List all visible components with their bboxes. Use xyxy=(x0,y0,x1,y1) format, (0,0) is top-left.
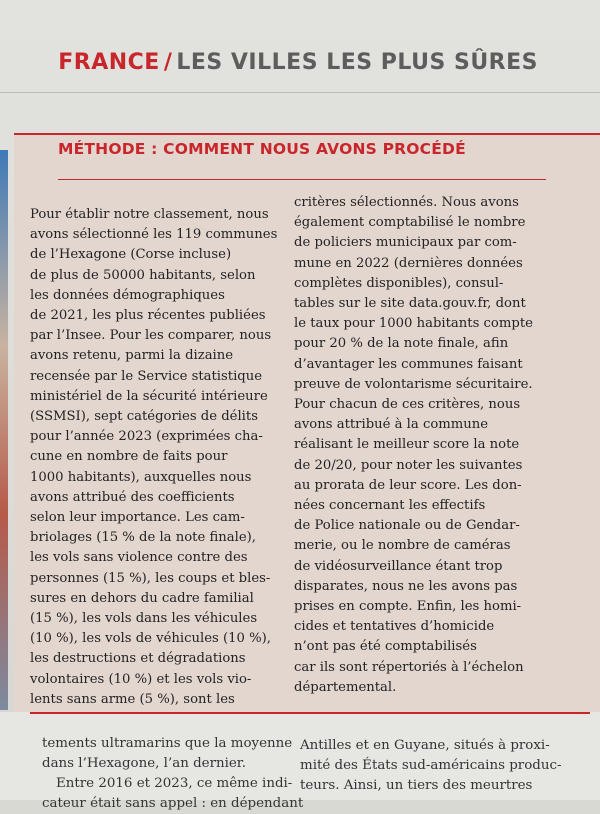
text-line: complètes disponibles), consul- xyxy=(294,275,504,291)
text-line: de policiers municipaux par com- xyxy=(294,235,517,251)
text-line: de vidéosurveillance étant trop xyxy=(294,558,503,574)
text-line: au prorata de leur score. Les don- xyxy=(294,477,522,493)
text-line: de l’Hexagone (Corse incluse) xyxy=(30,247,232,263)
text-line: (15 %), les vols dans les véhicules xyxy=(30,611,258,627)
text-line: pour 20 % de la note finale, afin xyxy=(294,336,509,352)
text-line: (10 %), les vols de véhicules (10 %), xyxy=(30,631,271,647)
text-line: également comptabilisé le nombre xyxy=(294,215,526,231)
text-line: par l’Insee. Pour les comparer, nous xyxy=(30,328,272,344)
text-line: de plus de 50000 habitants, selon xyxy=(30,267,256,283)
text-line: briolages (15 % de la note finale), xyxy=(30,530,256,546)
method-title: MÉTHODE : COMMENT NOUS AVONS PROCÉDÉ xyxy=(58,140,466,158)
text-line: critères sélectionnés. Nous avons xyxy=(294,195,519,210)
text-line: cateur était sans appel : en dépendant xyxy=(42,796,304,811)
text-line: d’avantager les communes faisant xyxy=(294,356,523,372)
text-line: dans l’Hexagone, l’an dernier. xyxy=(42,756,246,771)
method-title-underline xyxy=(58,179,546,180)
text-line: avons retenu, parmi la dizaine xyxy=(30,348,234,364)
article-column-left xyxy=(42,734,303,814)
text-line: merie, ou le nombre de caméras xyxy=(294,538,511,554)
text-line: sures en dehors du cadre familial xyxy=(30,590,254,606)
text-line: Entre 2016 et 2023, ce même indi- xyxy=(56,776,293,791)
text-line: ministériel de la sécurité intérieure xyxy=(30,388,268,404)
text-line: de Police nationale ou de Gendar- xyxy=(294,518,520,534)
text-line: de 2021, les plus récentes publiées xyxy=(30,308,266,324)
text-line: avons attribué des coefficients xyxy=(30,489,235,505)
text-line: selon leur importance. Les cam- xyxy=(30,510,245,526)
text-line: le taux pour 1000 habitants compte xyxy=(294,316,533,332)
text-line: lents sans arme (5 %), sont les xyxy=(30,691,235,707)
text-line: mune en 2022 (dernières données xyxy=(294,255,523,271)
text-line: mité des États sud-américains produc- xyxy=(300,758,562,773)
text-line: pour l’année 2023 (exprimées cha- xyxy=(30,429,263,445)
photo-edge-strip xyxy=(0,150,8,710)
page-header xyxy=(58,50,538,75)
article-body xyxy=(0,712,600,811)
text-line: preuve de volontarisme sécuritaire. xyxy=(294,376,533,392)
method-column-right xyxy=(294,193,533,698)
text-line: 1000 habitants), auxquelles nous xyxy=(30,469,252,485)
text-line: tables sur le site data.gouv.fr, dont xyxy=(294,296,526,312)
text-line: les destructions et dégradations xyxy=(30,651,246,667)
text-line: de 20/20, pour noter les suivantes xyxy=(294,457,523,473)
method-column-left xyxy=(30,205,277,710)
text-line: les vols sans violence contre des xyxy=(30,550,248,566)
section-label: FRANCE xyxy=(58,50,160,75)
text-line: réalisant le meilleur score la note xyxy=(294,437,520,453)
text-line: Pour chacun de ces critères, nous xyxy=(294,397,521,413)
header-divider xyxy=(0,92,600,93)
text-line: Pour établir notre classement, nous xyxy=(30,207,269,222)
text-line: avons attribué à la commune xyxy=(294,417,489,433)
text-line: cides et tentatives d’homicide xyxy=(294,619,495,635)
text-line: personnes (15 %), les coups et bles- xyxy=(30,570,271,586)
text-line: nées concernant les effectifs xyxy=(294,498,486,514)
text-line: prises en compte. Enfin, les homi- xyxy=(294,599,522,615)
text-line: teurs. Ainsi, un tiers des meurtres xyxy=(300,778,533,793)
text-line: (SSMSI), sept catégories de délits xyxy=(30,409,258,425)
text-line: cune en nombre de faits pour xyxy=(30,449,228,465)
text-line: volontaires (10 %) et les vols vio- xyxy=(30,671,252,687)
text-line: tements ultramarins que la moyenne xyxy=(42,736,293,751)
text-line: n’ont pas été comptabilisés xyxy=(294,639,477,655)
text-line: avons sélectionné les 119 communes xyxy=(30,227,278,243)
article-column-right xyxy=(300,736,561,796)
text-line: les données démographiques xyxy=(30,287,225,303)
box-bottom-rule xyxy=(30,712,590,714)
text-line: départemental. xyxy=(294,679,397,695)
header-separator: / xyxy=(163,50,173,75)
text-line: recensée par le Service statistique xyxy=(30,368,263,384)
method-box xyxy=(14,133,600,712)
text-line: disparates, nous ne les avons pas xyxy=(294,578,518,594)
page-title: LES VILLES LES PLUS SÛRES xyxy=(176,50,538,75)
text-line: car ils sont répertoriés à l’échelon xyxy=(294,659,524,675)
text-line: Antilles et en Guyane, situés à proxi- xyxy=(300,738,550,753)
